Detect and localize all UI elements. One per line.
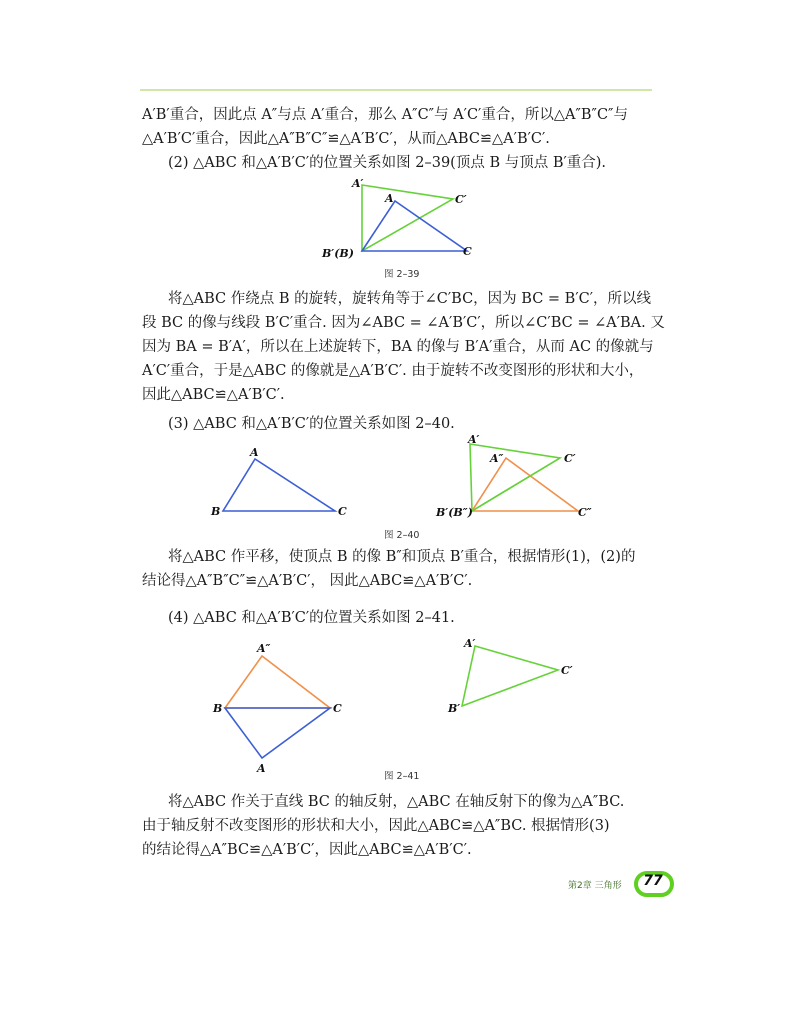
label-a-prime: A′ xyxy=(464,637,476,650)
label-c-dprime: C″ xyxy=(578,506,592,519)
paragraph-7-line-1: 将△ABC 作关于直线 BC 的轴反射，△ABC 在轴反射下的像为△A″BC. xyxy=(168,794,625,810)
header-rule xyxy=(140,89,652,91)
label-a-dprime: A″ xyxy=(490,452,504,465)
caption-2-41: 图 2–41 xyxy=(384,771,420,782)
figure-2-39 xyxy=(310,175,510,265)
label-c: C xyxy=(333,702,342,715)
footer-chapter-label: 第2章 三角形 xyxy=(568,881,622,891)
figure-2-40-right xyxy=(430,432,610,527)
label-c-prime: C′ xyxy=(564,452,576,465)
paragraph-7-line-3: 的结论得△A″BC≌△A′B′C′，因此△ABC≌△A′B′C′. xyxy=(142,842,472,858)
paragraph-5-line-1: 将△ABC 作平移，使顶点 B 的像 B″和顶点 B′重合，根据情形(1)，(2)的 xyxy=(168,549,636,565)
label-b: B xyxy=(213,702,223,715)
paragraph-1-line-2: △A′B′C′重合，因此△A″B″C″≌△A′B′C′，从而△ABC≌△A′B′C′. xyxy=(142,131,550,147)
triangle-a-dprime-b-dprime-c-dprime xyxy=(472,458,578,511)
paragraph-case-3: (3) △ABC 和△A′B′C′的位置关系如图 2–40. xyxy=(168,416,455,432)
triangle-a-prime-b-prime-c-prime xyxy=(462,646,558,706)
figure-2-41-right xyxy=(440,632,600,722)
triangle-abc xyxy=(225,708,330,758)
label-a: A xyxy=(385,192,394,205)
label-b-prime-b-dprime: B′(B″) xyxy=(436,506,473,519)
paragraph-case-2: (2) △ABC 和△A′B′C′的位置关系如图 2–39(顶点 B 与顶点 B′重合). xyxy=(168,155,607,171)
page-number: 77 xyxy=(643,873,663,889)
label-a: A xyxy=(257,762,266,775)
paragraph-case-4: (4) △ABC 和△A′B′C′的位置关系如图 2–41. xyxy=(168,610,455,626)
label-c-prime: C′ xyxy=(561,664,573,677)
triangle-abc xyxy=(223,459,335,511)
figure-2-40-left xyxy=(205,445,355,525)
caption-2-40: 图 2–40 xyxy=(384,530,420,541)
paragraph-3-line-5: 因此△ABC≌△A′B′C′. xyxy=(142,387,285,403)
paragraph-3-line-4: A′C′重合，于是△ABC 的像就是△A′B′C′. 由于旋转不改变图形的形状和大小， xyxy=(142,363,644,379)
label-a: A xyxy=(250,446,259,459)
label-c-prime: C′ xyxy=(455,193,467,206)
caption-2-39: 图 2–39 xyxy=(384,269,420,280)
label-c: C xyxy=(463,245,472,258)
label-c: C xyxy=(338,505,347,518)
label-b-prime: B′ xyxy=(448,702,461,715)
label-b-prime-b: B′(B) xyxy=(322,247,354,260)
paragraph-1-line-1: A′B′重合，因此点 A″与点 A′重合，那么 A″C″与 A′C′重合，所以△A″B″C″与 xyxy=(142,107,628,123)
label-a-prime: A′ xyxy=(352,177,364,190)
paragraph-7-line-2: 由于轴反射不改变图形的形状和大小，因此△ABC≌△A″BC. 根据情形(3) xyxy=(142,818,610,834)
label-a-dprime: A″ xyxy=(257,642,271,655)
triangle-a-dprime-bc xyxy=(225,656,330,708)
paragraph-3-line-3: 因为 BA = B′A′，所以在上述旋转下，BA 的像与 B′A′重合，从而 AC 的像就与 xyxy=(142,339,654,355)
triangle-abc xyxy=(362,201,467,251)
figure-2-41-left xyxy=(205,640,355,775)
paragraph-3-line-1: 将△ABC 作绕点 B 的旋转，旋转角等于∠C′BC，因为 BC = B′C′，所以线 xyxy=(168,291,652,307)
triangle-a-prime-b-prime-c-prime xyxy=(362,185,453,251)
triangle-a-prime-b-prime-c-prime xyxy=(470,444,560,511)
paragraph-5-line-2: 结论得△A″B″C″≌△A′B′C′， 因此△ABC≌△A′B′C′. xyxy=(142,573,473,589)
label-b: B xyxy=(211,505,221,518)
label-a-prime: A′ xyxy=(468,433,480,446)
paragraph-3-line-2: 段 BC 的像与线段 B′C′重合. 因为∠ABC = ∠A′B′C′，所以∠C′BC = ∠A′BA. 又 xyxy=(142,315,665,331)
